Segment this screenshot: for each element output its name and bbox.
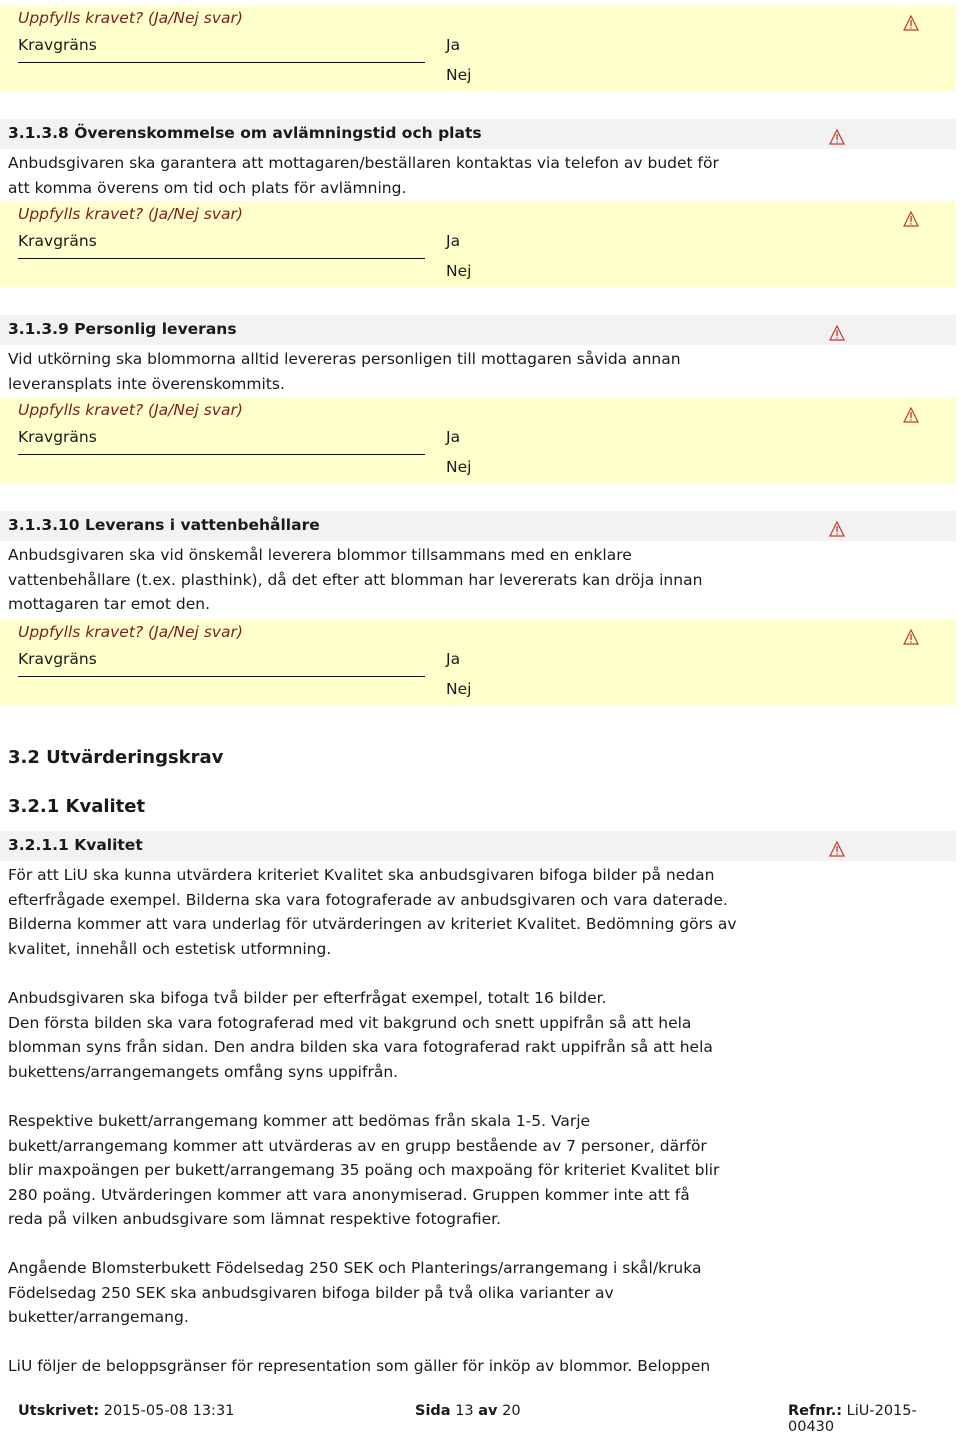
answer-question: Uppfylls kravet? (Ja/Nej svar) [18,9,243,27]
answer-no[interactable]: Nej [446,66,472,84]
limit-line [18,258,425,259]
answer-question: Uppfylls kravet? (Ja/Nej svar) [18,401,243,419]
eval-paragraph: För att LiU ska kunna utvärdera kriteriet Kvalitet ska anbudsgivaren bifoga bilder på nedan efterfrågade exempel. Bilderna ska vara fotograferade av anbudsgivaren och vara daterade. Bilderna kommer att vara underlag för utvärderingen av kriteriet Kvalitet. Bedömning görs av kvalitet, innehåll och estetisk utformning. [8,866,737,958]
eval-paragraph: Angående Blomsterbukett Födelsedag 250 SEK och Planterings/arrangemang i skål/kruka Födelsedag 250 SEK ska anbudsgivaren bifoga bilder på två olika varianter av buketter/arrangemang. [8,1259,702,1326]
footer-ref-value: LiU-2015-00430 [788,1403,917,1435]
limit-label: Kravgräns [18,232,97,250]
warning-icon [903,407,919,423]
warning-icon [829,129,845,145]
answer-yes[interactable]: Ja [446,36,461,54]
answer-question: Uppfylls kravet? (Ja/Nej svar) [18,623,243,641]
eval-paragraph: Respektive bukett/arrangemang kommer att bedömas från skala 1-5. Varje bukett/arrangemang kommer att utvärderas av en grupp bestående av 7 personer, därför blir maxpoängen per bukett/arrangemang 35 poäng och maxpoäng för kriteriet Kvalitet blir 280 poäng. Utvärderingen kommer att vara anonymiserad. Gruppen kommer inte att få reda på vilken anbudsgivare som lämnat respektive fotografier. [8,1112,720,1228]
warning-icon [829,521,845,537]
footer-printed [18,1403,234,1419]
answer-no[interactable]: Nej [446,680,472,698]
footer-page-of: av [478,1403,498,1419]
answer-yes[interactable]: Ja [446,650,461,668]
footer-printed-label: Utskrivet: [18,1403,100,1419]
footer-ref [788,1403,960,1435]
subchapter-heading: 3.2.1 Kvalitet [8,796,146,817]
section-heading [0,119,956,149]
answer-box [0,5,956,91]
section-title: 3.2.1.1 Kvalitet [8,836,143,854]
footer-page-total: 20 [502,1403,521,1419]
section-title: 3.1.3.8 Överenskommelse om avlämningstid och plats [8,124,482,142]
section-title: 3.1.3.9 Personlig leverans [8,320,237,338]
section-heading [0,511,956,541]
answer-question: Uppfylls kravet? (Ja/Nej svar) [18,205,243,223]
section-heading [0,315,956,345]
footer-page-current: 13 [455,1403,474,1419]
answer-yes[interactable]: Ja [446,428,461,446]
limit-line [18,62,425,63]
footer-page-label: Sida [415,1403,451,1419]
section-text: Vid utkörning ska blommorna alltid levereras personligen till mottagaren såvida annan leveransplats inte överenskommits. [8,350,681,393]
limit-label: Kravgräns [18,36,97,54]
answer-box [0,397,956,483]
eval-paragraph: LiU följer de beloppsgränser för representation som gäller för inköp av blommor. Beloppen [8,1357,711,1375]
footer-printed-value: 2015-05-08 13:31 [103,1403,235,1419]
chapter-heading: 3.2 Utvärderingskrav [8,747,224,768]
answer-no[interactable]: Nej [446,262,472,280]
footer-page [415,1403,521,1419]
section-text: Anbudsgivaren ska vid önskemål leverera blommor tillsammans med en enklare vattenbehållare (t.ex. plasthink), då det efter att blomman har levererats kan dröja innan mottagaren tar emot den. [8,546,703,613]
limit-label: Kravgräns [18,428,97,446]
limit-line [18,454,425,455]
warning-icon [829,325,845,341]
warning-icon [829,841,845,857]
section-text: Anbudsgivaren ska garantera att mottagaren/beställaren kontaktas via telefon av budet för att komma överens om tid och plats för avlämning. [8,154,719,197]
eval-paragraph: Anbudsgivaren ska bifoga två bilder per efterfrågat exempel, totalt 16 bilder. Den första bilden ska vara fotograferad med vit bakgrund och snett uppifrån så att hela blomman syns från sidan. Den andra bilden ska vara fotograferad rakt uppifrån så att hela bukettens/arrangemangets omfång syns uppifrån. [8,989,713,1081]
section-heading [0,831,956,861]
limit-line [18,676,425,677]
answer-yes[interactable]: Ja [446,232,461,250]
section-title: 3.1.3.10 Leverans i vattenbehållare [8,516,320,534]
answer-no[interactable]: Nej [446,458,472,476]
warning-icon [903,211,919,227]
warning-icon [903,629,919,645]
footer-ref-label: Refnr.: [788,1403,843,1419]
answer-box [0,201,956,287]
warning-icon [903,15,919,31]
limit-label: Kravgräns [18,650,97,668]
answer-box [0,619,956,705]
